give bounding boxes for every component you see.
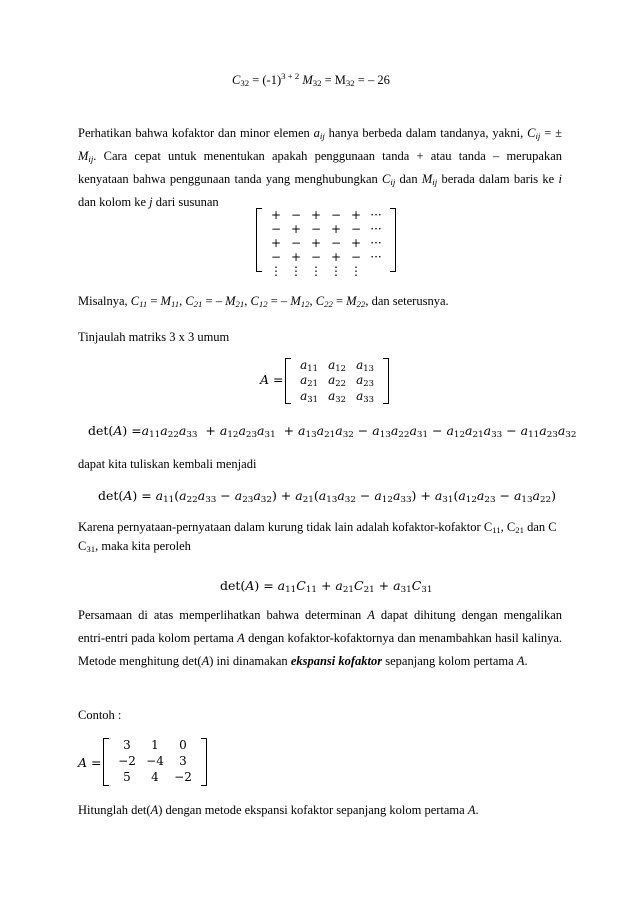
- subscript: ij: [319, 131, 325, 142]
- sign-cell: −: [290, 236, 302, 250]
- example-matrix: [103, 738, 207, 786]
- sign-cell: ⋮: [310, 264, 322, 278]
- general-matrix-a: [285, 358, 389, 404]
- example-matrix-cell: 0: [179, 738, 187, 752]
- text: ) dengan metode ekspansi kofaktor sepanjang kolom pertama: [158, 803, 468, 817]
- text: .: [475, 803, 479, 817]
- subscript: 22: [356, 299, 366, 310]
- subscript: ij: [390, 177, 396, 188]
- sign-cell: +: [290, 250, 302, 264]
- paragraph-general-matrix: Tinjaulah matriks 3 x 3 umum: [78, 330, 230, 344]
- subscript: 11: [492, 525, 501, 536]
- final-instruction: [78, 803, 479, 818]
- matrix-a-cell: $a_{31}$: [300, 388, 318, 404]
- a-symbol: A: [237, 631, 245, 645]
- m-symbol: M: [421, 172, 433, 186]
- sign-cell: +: [350, 208, 362, 222]
- sign-cell: ⋮: [270, 264, 282, 278]
- text: dan kolom ke: [78, 195, 150, 209]
- sign-cell: ···: [370, 208, 382, 222]
- exponent: 3 + 2: [281, 71, 300, 82]
- sign-cell: +: [330, 222, 342, 236]
- equation-part: = – 26: [354, 73, 390, 87]
- matrix-a-cell: $a_{12}$: [328, 358, 346, 374]
- example-label: Contoh :: [78, 708, 122, 722]
- m-subscript: 32: [312, 78, 322, 89]
- matrix-a-cell: $a_{32}$: [328, 388, 346, 404]
- paragraph-rewrite: dapat kita tuliskan kembali menjadi: [78, 457, 257, 471]
- sign-cell: ⋮: [330, 264, 342, 278]
- text: Karena pernyataan-pernyataan dalam kurung tidak lain adalah kofaktor-kofaktor C: [78, 520, 493, 534]
- paragraph-example-cofactors: [78, 294, 449, 309]
- m-symbol: M: [290, 294, 301, 308]
- example-matrix-cell: −2: [118, 754, 136, 768]
- sign-cell: ···: [370, 250, 382, 264]
- sign-cell: −: [350, 222, 362, 236]
- text: dan C: [523, 520, 557, 534]
- c-symbol: C: [232, 73, 241, 87]
- right-bracket: [201, 738, 207, 786]
- subscript: ij: [432, 177, 438, 188]
- det-factored: $\det(A) = a_{11}(a_{22}a_{33} - a_{23}a_{32}) + a_{21}(a_{13}a_{32} - a_{12}a_{33}) + a_{31}(a_{12}a_{23} - a_{13}a_{22})$: [98, 488, 557, 506]
- text: hanya berbeda dalam tandanya, yakni,: [324, 126, 528, 140]
- sign-cell: ⋮: [290, 264, 302, 278]
- sign-cell: +: [270, 236, 282, 250]
- example-matrix-cell: −4: [146, 754, 164, 768]
- paragraph-ekspansi-kofaktor: [78, 604, 562, 673]
- example-matrix-cell: 4: [151, 770, 159, 784]
- c-symbol: C: [382, 172, 391, 186]
- sign-cell: +: [270, 208, 282, 222]
- det-full-expansion: $\det(A) =a_{11}a_{22}a_{33} + a_{12}a_{23}a_{31} + a_{13}a_{21}a_{32} - a_{13}a_{22}a_{31} - a_{12}a_{21}a_{33} - a_{11}a_{23}a_{32}$: [88, 423, 577, 441]
- subscript: 21: [193, 299, 203, 310]
- matrix-a-cell: $a_{33}$: [356, 388, 374, 404]
- text: dengan kofaktor-kofaktornya dan menambahkan hasil kalinya. Metode menghitung det(: [78, 631, 562, 668]
- j-symbol: j: [149, 195, 153, 209]
- a-symbol: A: [516, 654, 525, 668]
- paragraph-kofaktor: [78, 516, 562, 539]
- a-symbol: A: [467, 803, 476, 817]
- subscript: 11: [170, 299, 180, 310]
- sign-matrix: [256, 208, 396, 278]
- example-matrix-cell: 5: [123, 770, 131, 784]
- sign-cell: −: [350, 250, 362, 264]
- text: berada dalam baris ke: [437, 172, 559, 186]
- paragraph-cofactor-sign: [78, 122, 562, 214]
- m-symbol: M: [78, 149, 89, 163]
- sign-cell: −: [310, 250, 322, 264]
- matrix-a-cell: $a_{11}$: [300, 358, 318, 374]
- c-symbol: C: [315, 294, 325, 308]
- text: . Cara cepat untuk menentukan apakah penggunaan tanda + atau tanda – merupakan kenyataan bahwa penggunaan tanda yang menghubungkan: [78, 149, 562, 186]
- subscript: ij: [88, 154, 94, 165]
- example-matrix-label: A =: [78, 755, 102, 770]
- text: ,: [179, 294, 186, 308]
- matrix-a-label: A =: [260, 372, 284, 387]
- subscript: 12: [300, 299, 310, 310]
- example-matrix-cell: −2: [174, 770, 192, 784]
- subscript: 11: [139, 299, 148, 310]
- sign-cell: −: [290, 208, 302, 222]
- text: ,: [244, 294, 251, 308]
- right-bracket: [390, 208, 396, 272]
- subscript: 12: [258, 299, 268, 310]
- example-matrix-grid: [109, 738, 201, 786]
- sign-grid: [262, 208, 390, 278]
- sign-cell: ⋮: [350, 264, 362, 278]
- subscript: ij: [535, 131, 541, 142]
- a-symbol: A: [367, 608, 375, 622]
- subscript: 21: [515, 525, 524, 536]
- matrix-a-cell: $a_{23}$: [356, 373, 374, 389]
- sign-cell: +: [310, 208, 322, 222]
- text: .: [524, 654, 528, 668]
- sign-cell: −: [310, 222, 322, 236]
- sign-cell: ···: [370, 236, 382, 250]
- m-symbol: M: [160, 294, 171, 308]
- text: Persamaan di atas memperlihatkan bahwa determinan: [78, 608, 368, 622]
- a-symbol: a: [313, 126, 320, 140]
- text: dan: [395, 172, 422, 186]
- text: = ±: [540, 126, 562, 140]
- equation-part: = M: [321, 73, 346, 87]
- a-symbol: A: [201, 654, 210, 668]
- subscript: 22: [324, 299, 333, 310]
- text: Perhatikan bahwa kofaktor dan minor elemen: [78, 126, 314, 140]
- text: dari susunan: [152, 195, 219, 209]
- matrix-a-grid: [291, 358, 383, 404]
- paragraph-kofaktor-line2: $C_{31}$, maka kita peroleh: [78, 539, 191, 555]
- det-cofactor-expansion: $\det(A) = a_{11}C_{11} + a_{21}C_{21} + a_{31}C_{31}$: [220, 578, 433, 596]
- c-symbol: C: [130, 294, 140, 308]
- sign-cell: +: [350, 236, 362, 250]
- text: , C: [500, 520, 516, 534]
- sign-cell: +: [330, 250, 342, 264]
- c-symbol: C: [527, 126, 536, 140]
- text: Misalnya,: [78, 294, 131, 308]
- c-symbol: C: [250, 294, 259, 308]
- sign-cell: +: [290, 222, 302, 236]
- text: =: [147, 294, 161, 308]
- a-symbol: A: [150, 803, 159, 817]
- sign-cell: −: [270, 250, 282, 264]
- sign-cell: −: [330, 236, 342, 250]
- example-matrix-cell: 1: [151, 738, 159, 752]
- c-symbol: C: [185, 294, 194, 308]
- c-subscript: 32: [240, 78, 250, 89]
- matrix-a-cell: $a_{21}$: [300, 373, 318, 389]
- matrix-a-cell: $a_{13}$: [356, 358, 374, 374]
- text: = –: [267, 294, 291, 308]
- text: ) ini dinamakan: [209, 654, 291, 668]
- text: sepanjang kolom pertama: [382, 654, 517, 668]
- example-matrix-cell: 3: [179, 754, 187, 768]
- m-subscript: 32: [345, 78, 355, 89]
- text: ,: [309, 294, 316, 308]
- subscript: 21: [235, 299, 245, 310]
- sign-cell: ···: [370, 222, 382, 236]
- text: , dan seterusnya.: [365, 294, 449, 308]
- i-symbol: i: [558, 172, 562, 186]
- matrix-a-cell: $a_{22}$: [328, 373, 346, 389]
- example-matrix-cell: 3: [123, 738, 131, 752]
- text: = –: [202, 294, 226, 308]
- sign-cell: −: [270, 222, 282, 236]
- equation-part: = (-1): [249, 73, 282, 87]
- text: dapat dihitung dengan mengalikan entri-entri pada kolom pertama: [78, 608, 563, 645]
- cofactor-c32-equation: [232, 73, 390, 88]
- m-symbol: M: [346, 294, 357, 308]
- sign-cell: +: [310, 236, 322, 250]
- right-bracket: [383, 358, 389, 404]
- m-symbol: M: [225, 294, 236, 308]
- sign-cell: [366, 264, 386, 278]
- m-symbol: M: [299, 73, 313, 87]
- bold-term: ekspansi kofaktor: [290, 654, 383, 668]
- sign-cell: −: [330, 208, 342, 222]
- text: Hitunglah det(: [78, 803, 151, 817]
- text: =: [332, 294, 347, 308]
